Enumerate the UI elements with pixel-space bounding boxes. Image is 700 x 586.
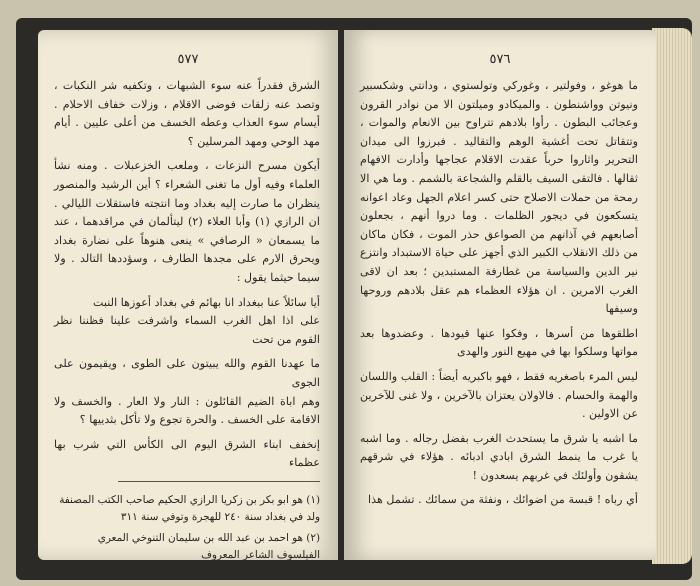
footnotes — [38, 492, 338, 560]
open-book — [10, 8, 694, 578]
paragraph: اطلقوها من أسرها ، وفكوا عنها قيودها . وعضدوها بعد مواتها وسلكوا بها في مهيع النور والهدى — [360, 326, 638, 359]
paragraph: ما هوغو ، وفولتير ، وغوركي وتولستوي ، ودانتي وشكسبير ونيوتن وواشنطون . والميكادو وميلتون الا من نوادر القرون وعجائب البطون . رأوا بلادهم تتراوح بين الانعام والموات ، وتتقاتل تحت أغشية الوهم والتقاليد . فبرزوا الى ميدان التحرير واثاروا حرباً عقدت الاقلام عجاجها وأدارت الافهام ثقالها . فالتقى السيف بالقلم والشجاعة بالشمم . وما هي الا رمحة من حملات الاصلاح حتى كسر اعلام الجهل وعاد اعوانه يتسكعون في ديجور الظلمات . وما دروا أنهم ، بجعلون أصابعهم في آذانهم من الصواعق حذر الموت ، فكان ماكان من ذلك الانقلاب الكبير الذي أجهز على حياة الاستبداد وانتزع نير الدين والسياسة من غطارفة المستبدين ؛ بعد ان لاقى الغرب الامرين . ان هؤلاء العظماء هم عقل بلادهم وروحها وسيفها — [360, 79, 638, 316]
verse-line: ما عهدنا القوم والله يبيتون على الطوى ، ويقيمون على الجوى — [54, 357, 320, 389]
verse-line: وهم اباة الضيم القائلون : النار ولا العار . والخسف ولا الاقامة على الخسف . والحرة تجوع ولا تأكل بثدييها ؟ — [54, 394, 320, 427]
footnote-divider — [118, 481, 320, 482]
page-number: ٥٧٦ — [489, 52, 511, 67]
paragraph: الشرق فقدراً عنه سوء الشبهات ، وتكفيه شر النكبات ، وتصد عنه زلقات فوضى الاقلام ، وزلات خفاف الاحلام . أيسام سوء العذاب وعطه الخسف من أعلى عليين . أيام مهد الوحي ومهد المرسلين ؟ — [54, 79, 320, 148]
paragraph: أي رباه ! قبسة من اضوائك ، ونفثة من سمائك . تشمل هذا — [367, 493, 638, 507]
verse — [54, 355, 320, 429]
paragraph: أيكون مسرح النزعات ، وملعب الخزعبلات . ومنه نشأ العلماء وفيه أول ما تغنى الشعراء ؟ أين الرشيد والمنصور ينظران ما صارت إليه بغداد وما انتجته فاستقلات الليالي . ان الرازي (١) وأبا العلاء (٢) ليتألمان في مراقدهما ، عند ما يسمعان « الرصافي » ينعى هنوهاً على نضارة بغداد ويحرق الارم على مجدها الطارف ، وسؤددها التالد . ولا سيما حيثما يقول : — [54, 159, 320, 284]
page-body — [38, 77, 338, 473]
paragraph: ما اشبه يا شرق ما يستحدث الغرب بفضل رجاله . وما اشبه يا غرب ما ينمط الشرق ابادي ادبائه . هؤلاء في شرقهم يشقون وأولئك في غربهم يسعدون ! — [360, 431, 638, 482]
verse-line: على اذا اهل الغرب السماء واشرفت علينا فظننا نظر القوم من تحت — [54, 314, 320, 346]
right-page — [344, 30, 656, 560]
paragraph: إنخفف ابناء الشرق اليوم الى الكأس التي شرب بها عظماء — [54, 437, 320, 470]
verse-line: أيا سائلاً عنا ببغداد انا بهائم في بغداد أعوزها النبت — [92, 295, 320, 309]
verse — [54, 294, 320, 350]
left-page — [38, 30, 338, 560]
page-edges — [652, 28, 692, 564]
footnote: (٢) هو احمد بن عبد الله بن سليمان التنوخي المعري الفيلسوف الشاعر المعروف — [97, 531, 320, 560]
page-body — [344, 77, 656, 510]
page-number: ٥٧٧ — [177, 52, 199, 67]
paragraph: ليس المرء باصغريه فقط ، فهو باكبريه أيضاً : القلب واللسان والهمة والحسام . فالاولان يعتزان بالآخرين ، ولا غنى للآخرين عن الاولين . — [360, 369, 638, 421]
footnote: (١) هو ابو بكر بن زكريا الرازي الحكيم صاحب الكتب المصنفة ولد في بغداد سنة ٢٤٠ للهجرة وتوفي سنة ٣١١ — [59, 493, 320, 523]
